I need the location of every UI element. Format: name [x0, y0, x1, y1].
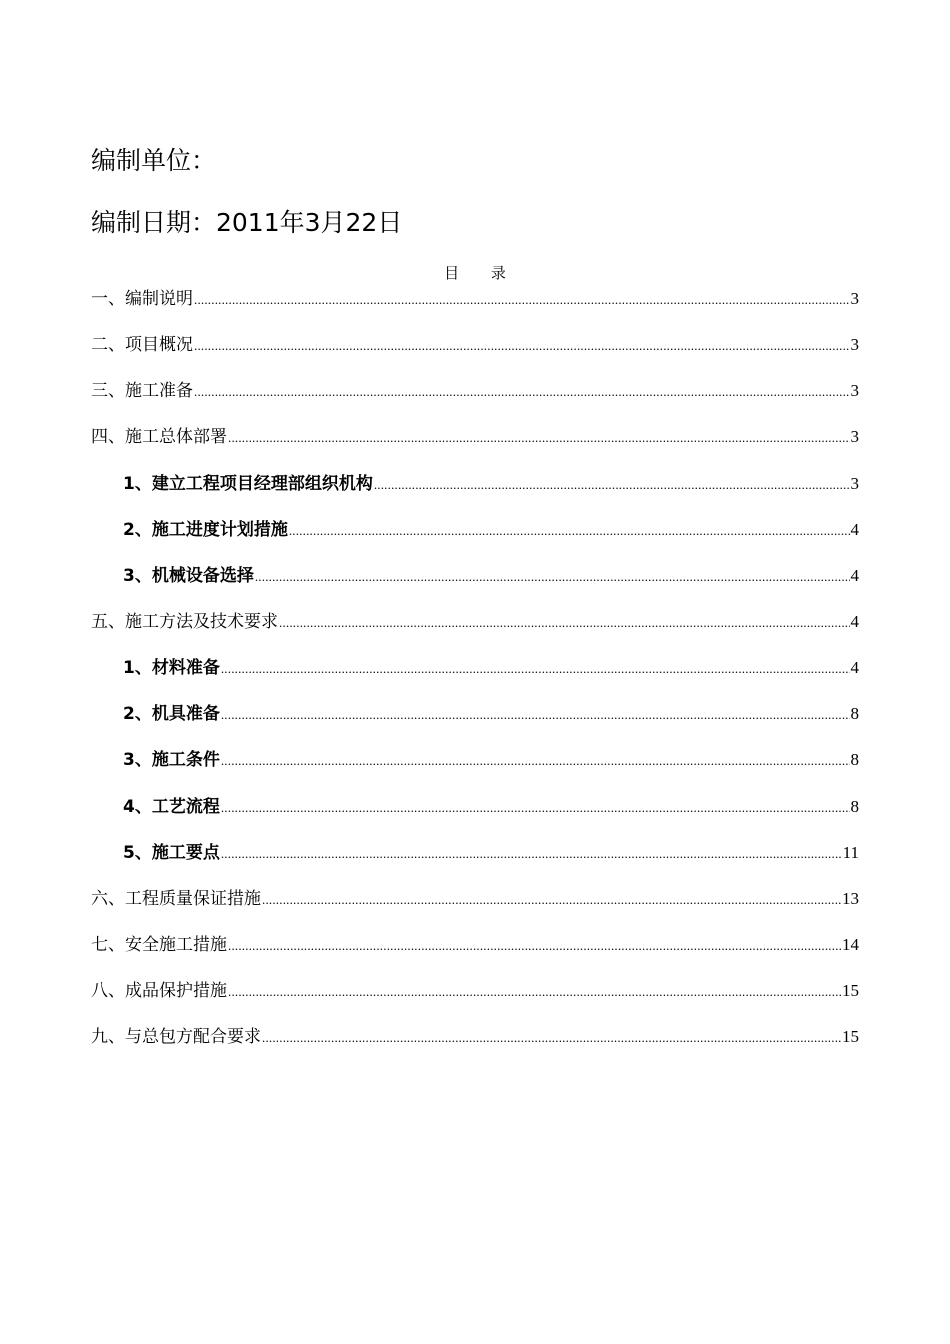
- toc-subentry[interactable]: [0, 657, 950, 703]
- toc-leader-dots: [221, 843, 842, 865]
- toc-subentry[interactable]: [0, 519, 950, 565]
- toc-leader-dots: [262, 1027, 841, 1049]
- toc-entry-label: 五、施工方法及技术要求: [91, 611, 278, 632]
- toc-entry[interactable]: [0, 288, 950, 334]
- toc-leader-dots: [228, 981, 841, 1003]
- compiling-date-line: 编制日期：2011年3月22日: [91, 208, 403, 237]
- toc-entry-page: 3: [850, 473, 859, 493]
- toc-subentry[interactable]: [0, 749, 950, 795]
- compiling-unit-line: 编制单位：: [91, 146, 217, 175]
- toc-leader-dots: [262, 889, 841, 911]
- toc-subentry[interactable]: [0, 473, 950, 519]
- toc-entry-label: 九、与总包方配合要求: [91, 1027, 261, 1048]
- toc-subentry[interactable]: [0, 796, 950, 842]
- toc-entry-page: 8: [850, 704, 859, 724]
- toc-entry-label: 2、机具准备: [123, 704, 220, 725]
- toc-entry-label: 3、机械设备选择: [123, 565, 254, 586]
- toc-entry-label: 1、材料准备: [123, 658, 220, 679]
- toc-entry-page: 8: [850, 796, 859, 816]
- toc-entry-label: 六、工程质量保证措施: [91, 888, 261, 909]
- toc-entry-label: 2、施工进度计划措施: [123, 519, 288, 540]
- toc-leader-dots: [279, 612, 850, 634]
- toc-entry-page: 4: [850, 611, 859, 631]
- toc-entry[interactable]: [0, 426, 950, 472]
- toc-entry[interactable]: [0, 334, 950, 380]
- toc-title: 目 录: [444, 266, 520, 282]
- toc-entry-page: 3: [850, 427, 859, 447]
- toc-subentry[interactable]: [0, 703, 950, 749]
- toc-entry-page: 14: [842, 934, 859, 954]
- toc-entry-label: 七、安全施工措施: [91, 934, 227, 955]
- toc-entry[interactable]: [0, 611, 950, 657]
- toc-leader-dots: [221, 797, 850, 819]
- toc-leader-dots: [194, 381, 850, 403]
- toc-leader-dots: [221, 750, 850, 772]
- table-of-contents: [0, 288, 950, 1072]
- toc-leader-dots: [228, 427, 850, 449]
- toc-entry-label: 1、建立工程项目经理部组织机构: [123, 473, 373, 494]
- toc-entry[interactable]: [0, 1026, 950, 1072]
- toc-subentry[interactable]: [0, 565, 950, 611]
- toc-leader-dots: [228, 935, 841, 957]
- toc-entry-label: 4、工艺流程: [123, 796, 220, 817]
- toc-subentry[interactable]: [0, 842, 950, 888]
- toc-leader-dots: [194, 335, 850, 357]
- toc-entry-label: 二、项目概况: [91, 335, 193, 356]
- toc-entry[interactable]: [0, 980, 950, 1026]
- toc-entry[interactable]: [0, 934, 950, 980]
- toc-leader-dots: [221, 704, 850, 726]
- toc-entry-label: 3、施工条件: [123, 750, 220, 771]
- toc-entry-label: 5、施工要点: [123, 842, 220, 863]
- toc-entry-page: 4: [850, 658, 859, 678]
- toc-entry-label: 一、编制说明: [91, 289, 193, 309]
- toc-leader-dots: [255, 566, 850, 588]
- toc-entry-page: 11: [842, 842, 859, 862]
- toc-entry-page: 3: [850, 381, 859, 401]
- toc-entry-label: 三、施工准备: [91, 381, 193, 402]
- toc-entry-page: 4: [850, 519, 859, 539]
- toc-entry[interactable]: [0, 380, 950, 426]
- toc-leader-dots: [221, 658, 850, 680]
- toc-entry-page: 8: [850, 750, 859, 770]
- toc-leader-dots: [194, 289, 850, 311]
- toc-entry-label: 四、施工总体部署: [91, 427, 227, 448]
- toc-entry-page: 15: [842, 1027, 859, 1047]
- toc-entry[interactable]: [0, 888, 950, 934]
- toc-entry-page: 13: [842, 888, 859, 908]
- toc-entry-page: 15: [842, 981, 859, 1001]
- toc-entry-page: 3: [850, 289, 859, 308]
- toc-leader-dots: [374, 474, 850, 496]
- toc-entry-page: 3: [850, 335, 859, 355]
- toc-leader-dots: [289, 520, 850, 542]
- toc-entry-page: 4: [850, 565, 859, 585]
- toc-entry-label: 八、成品保护措施: [91, 981, 227, 1002]
